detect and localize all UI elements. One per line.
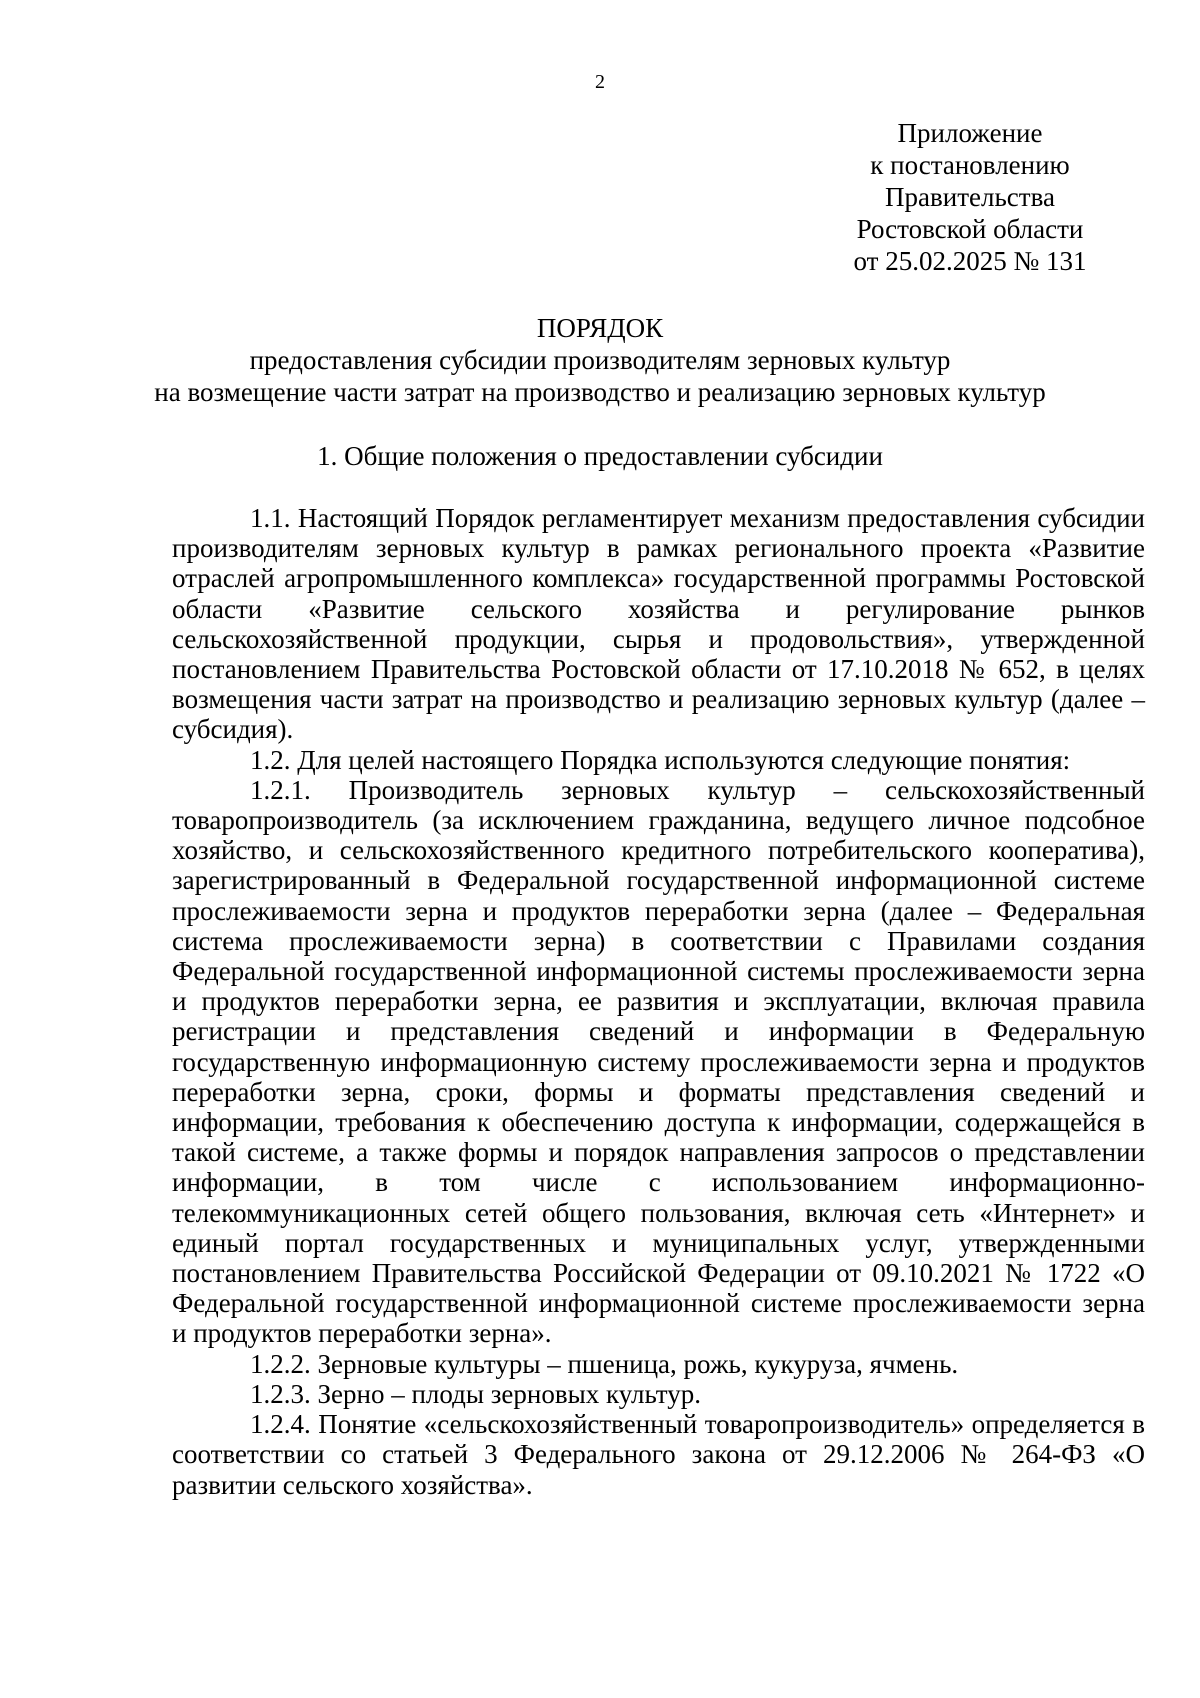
paragraph-1-2-1: 1.2.1. Производитель зерновых культур – сельскохозяйственный товаропроизводитель (за исключением гражданина, ведущего личное подсобное хозяйство, и сельскохозяйственного кредитного потребительского кооператива), зарегистрированный в Федеральной государственной информационной системе прослеживаемости зерна и продуктов переработки зерна (далее – Федеральная система прослеживаемости зерна) в соответствии с Правилами создания Федеральной государственной информационной системы прослеживаемости зерна и продуктов переработки зерна, ее развития и эксплуатации, включая правила регистрации и представления сведений и информации в Федеральную государственную информационную систему прослеживаемости зерна и продуктов переработки зерна, сроки, формы и форматы представления сведений и информации, требования к обеспечению доступа к информации, содержащейся в такой системе, а также формы и порядок направления запросов о представлении информации, в том числе с использованием информационно-телекоммуникационных сетей общего пользования, включая сеть «Интернет» и единый портал государственных и муниципальных услуг, утвержденными постановлением Правительства Российской Федерации от 09.10.2021 № 1722 «О Федеральной государственной информационной системе прослеживаемости зерна и продуктов переработки зерна». xyxy=(172,774,1145,1349)
paragraph-1-2-2: 1.2.2. Зерновые культуры – пшеница, рожь, кукуруза, ячмень. xyxy=(250,1348,959,1379)
appendix-line: Ростовской области xyxy=(856,214,1084,244)
document-subtitle-line: на возмещение части затрат на производство и реализацию зерновых культур xyxy=(154,377,1046,407)
appendix-line: к постановлению xyxy=(870,150,1070,180)
appendix-line: Приложение xyxy=(897,118,1043,148)
document-subtitle-line: предоставления субсидии производителям зерновых культур xyxy=(249,345,951,375)
paragraph-1-2-4: 1.2.4. Понятие «сельскохозяйственный товаропроизводитель» определяется в соответствии со статьей 3 Федерального закона от 29.12.2006 № 264-ФЗ «О развитии сельского хозяйства». xyxy=(172,1409,1145,1500)
section-heading: 1. Общие положения о предоставлении субсидии xyxy=(317,441,883,471)
paragraph-1-2: 1.2. Для целей настоящего Порядка используются следующие понятия: xyxy=(250,744,1071,775)
page-number: 2 xyxy=(595,71,605,93)
document-title-block xyxy=(0,312,1200,408)
appendix-line: от 25.02.2025 № 131 xyxy=(853,246,1087,276)
document-title: ПОРЯДОК xyxy=(536,313,664,343)
appendix-line: Правительства xyxy=(885,182,1055,212)
body-text xyxy=(172,503,1145,1500)
paragraph-1-1: 1.1. Настоящий Порядок регламентирует механизм предоставления субсидии производителям зерновых культур в рамках регионального проекта «Развитие отраслей агропромышленного комплекса» государственной программы Ростовской области «Развитие сельского хозяйства и регулирование рынков сельскохозяйственной продукции, сырья и продовольствия», утвержденной постановлением Правительства Ростовской области от 17.10.2018 № 652, в целях возмещения части затрат на производство и реализацию зерновых культур (далее – субсидия). xyxy=(172,503,1145,745)
appendix-block xyxy=(820,117,1120,277)
paragraph-1-2-3: 1.2.3. Зерно – плоды зерновых культур. xyxy=(250,1378,701,1409)
